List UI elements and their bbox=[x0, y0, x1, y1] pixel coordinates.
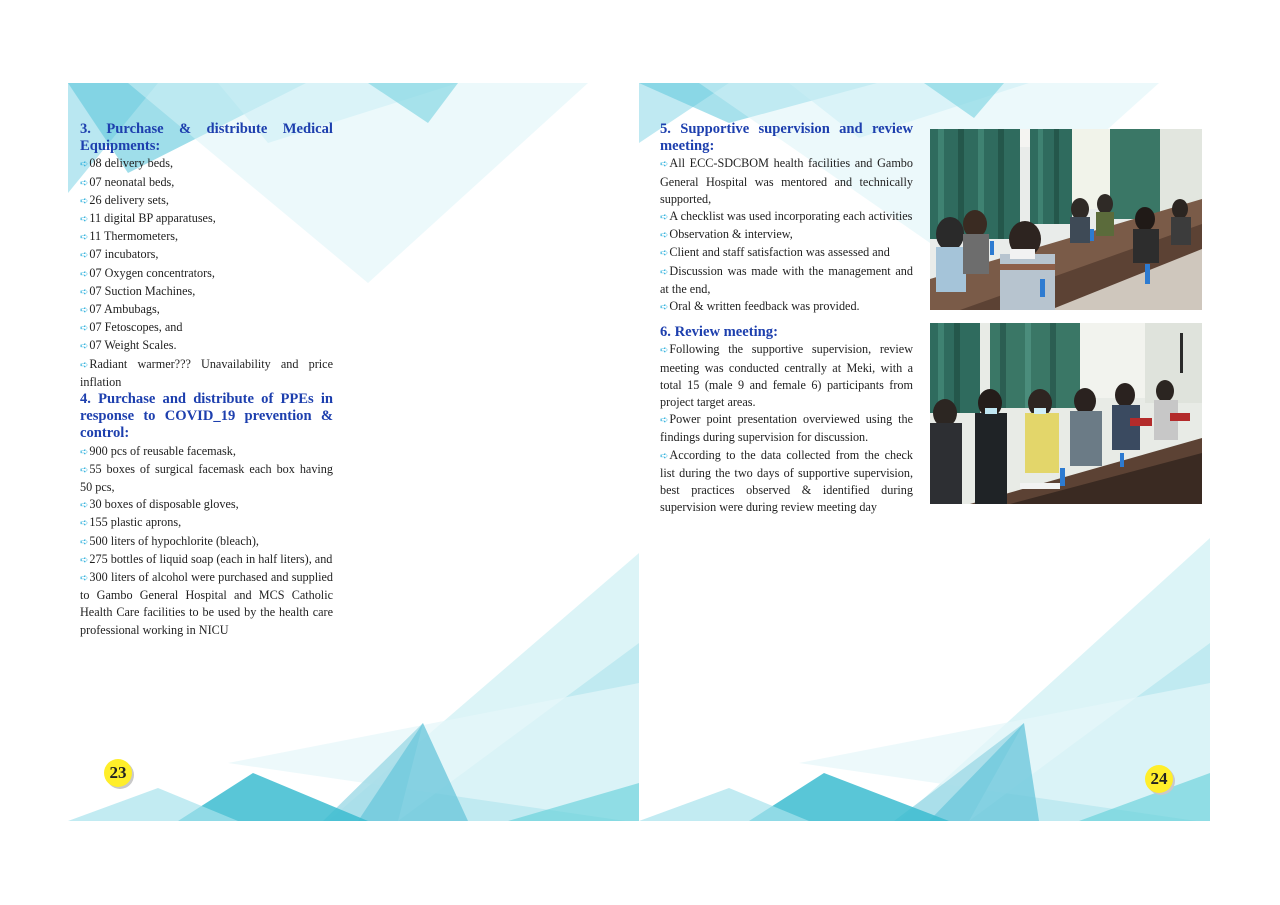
list-item: ➪Discussion was made with the management and at the end, bbox=[660, 263, 913, 296]
list-item: ➪30 boxes of disposable gloves, bbox=[80, 497, 239, 512]
arrow-bullet-icon: ➪ bbox=[80, 177, 89, 189]
arrow-bullet-icon: ➪ bbox=[660, 266, 669, 278]
meeting-photo-2 bbox=[930, 323, 1202, 504]
list-item: ➪07 Fetoscopes, and bbox=[80, 320, 183, 335]
arrow-bullet-icon: ➪ bbox=[80, 359, 89, 371]
arrow-bullet-icon: ➪ bbox=[80, 250, 89, 262]
left-text-column bbox=[80, 121, 333, 639]
list-item: ➪11 digital BP apparatuses, bbox=[80, 211, 216, 226]
list-item: ➪A checklist was used incorporating each activities bbox=[660, 209, 913, 224]
section-5-heading: 5. Supportive supervision and review meeting: bbox=[660, 121, 913, 155]
list-item: ➪07 neonatal beds, bbox=[80, 174, 175, 189]
section-3-list bbox=[80, 155, 333, 391]
list-item: ➪07 incubators, bbox=[80, 247, 159, 262]
arrow-bullet-icon: ➪ bbox=[660, 212, 669, 224]
arrow-bullet-icon: ➪ bbox=[80, 536, 89, 548]
arrow-bullet-icon: ➪ bbox=[80, 159, 89, 171]
list-item: ➪07 Oxygen concentrators, bbox=[80, 265, 215, 280]
arrow-bullet-icon: ➪ bbox=[660, 302, 669, 314]
arrow-bullet-icon: ➪ bbox=[660, 159, 669, 171]
list-item: ➪55 boxes of surgical facemask each box having 50 pcs, bbox=[80, 461, 333, 495]
page-number: 24 bbox=[1145, 765, 1173, 793]
section-6-heading: 6. Review meeting: bbox=[660, 324, 778, 341]
section-4-list bbox=[80, 443, 333, 639]
arrow-bullet-icon: ➪ bbox=[80, 195, 89, 207]
participants-image bbox=[930, 323, 1202, 504]
right-text-column bbox=[660, 121, 913, 516]
arrow-bullet-icon: ➪ bbox=[80, 268, 89, 280]
arrow-bullet-icon: ➪ bbox=[80, 500, 89, 512]
list-item: ➪155 plastic aprons, bbox=[80, 515, 182, 530]
list-item: ➪According to the data collected from the check list during the two days of supportive supervision, best practices observed & identified during supervision were during review meeting day bbox=[660, 447, 913, 515]
list-item: ➪All ECC-SDCBOM health facilities and Gambo General Hospital was mentored and technically supported, bbox=[660, 156, 913, 206]
arrow-bullet-icon: ➪ bbox=[660, 248, 669, 260]
page-number: 23 bbox=[104, 759, 132, 787]
list-item: ➪275 bottles of liquid soap (each in half liters), and bbox=[80, 551, 333, 566]
page-23 bbox=[68, 83, 639, 821]
list-item: ➪26 delivery sets, bbox=[80, 192, 169, 207]
section-6-list bbox=[660, 341, 913, 516]
arrow-bullet-icon: ➪ bbox=[80, 464, 89, 476]
page-24 bbox=[639, 83, 1210, 821]
list-item: ➪Radiant warmer??? Unavailability and price inflation bbox=[80, 356, 333, 389]
arrow-bullet-icon: ➪ bbox=[660, 345, 669, 357]
list-item: ➪11 Thermometers, bbox=[80, 229, 179, 244]
list-item: ➪Oral & written feedback was provided. bbox=[660, 299, 860, 314]
list-item: ➪08 delivery beds, bbox=[80, 156, 173, 171]
arrow-bullet-icon: ➪ bbox=[80, 573, 89, 585]
arrow-bullet-icon: ➪ bbox=[80, 446, 89, 458]
meeting-room-image bbox=[930, 129, 1202, 310]
section-5-list bbox=[660, 155, 913, 316]
section-4-heading: 4. Purchase and distribute of PPEs in response to COVID_19 prevention & control: bbox=[80, 391, 333, 442]
arrow-bullet-icon: ➪ bbox=[660, 415, 669, 427]
arrow-bullet-icon: ➪ bbox=[80, 305, 89, 317]
list-item: ➪500 liters of hypochlorite (bleach), bbox=[80, 533, 259, 548]
arrow-bullet-icon: ➪ bbox=[660, 230, 669, 242]
arrow-bullet-icon: ➪ bbox=[80, 518, 89, 530]
arrow-bullet-icon: ➪ bbox=[80, 214, 89, 226]
spacer bbox=[660, 316, 913, 324]
arrow-bullet-icon: ➪ bbox=[660, 450, 669, 462]
arrow-bullet-icon: ➪ bbox=[80, 286, 89, 298]
meeting-photo-1 bbox=[930, 129, 1202, 310]
list-item: ➪07 Weight Scales. bbox=[80, 338, 177, 353]
arrow-bullet-icon: ➪ bbox=[80, 554, 89, 566]
list-item: ➪300 liters of alcohol were purchased and supplied to Gambo General Hospital and MCS Catholic Health Care facilities to be used by the health care professional working in NICU bbox=[80, 570, 333, 637]
list-item: ➪Power point presentation overviewed using the findings during supervision for discussion. bbox=[660, 412, 913, 445]
list-item: ➪900 pcs of reusable facemask, bbox=[80, 443, 236, 458]
list-item: ➪07 Suction Machines, bbox=[80, 283, 196, 298]
arrow-bullet-icon: ➪ bbox=[80, 323, 89, 335]
list-item: ➪Client and staff satisfaction was assessed and bbox=[660, 245, 890, 260]
section-3-heading: 3. Purchase & distribute Medical Equipments: bbox=[80, 121, 333, 155]
arrow-bullet-icon: ➪ bbox=[80, 232, 89, 244]
list-item: ➪07 Ambubags, bbox=[80, 302, 160, 317]
list-item: ➪Observation & interview, bbox=[660, 227, 793, 242]
list-item: ➪Following the supportive supervision, review meeting was conducted centrally at Meki, with a total 15 (male 9 and female 6) participants from project target areas. bbox=[660, 342, 913, 410]
arrow-bullet-icon: ➪ bbox=[80, 341, 89, 353]
